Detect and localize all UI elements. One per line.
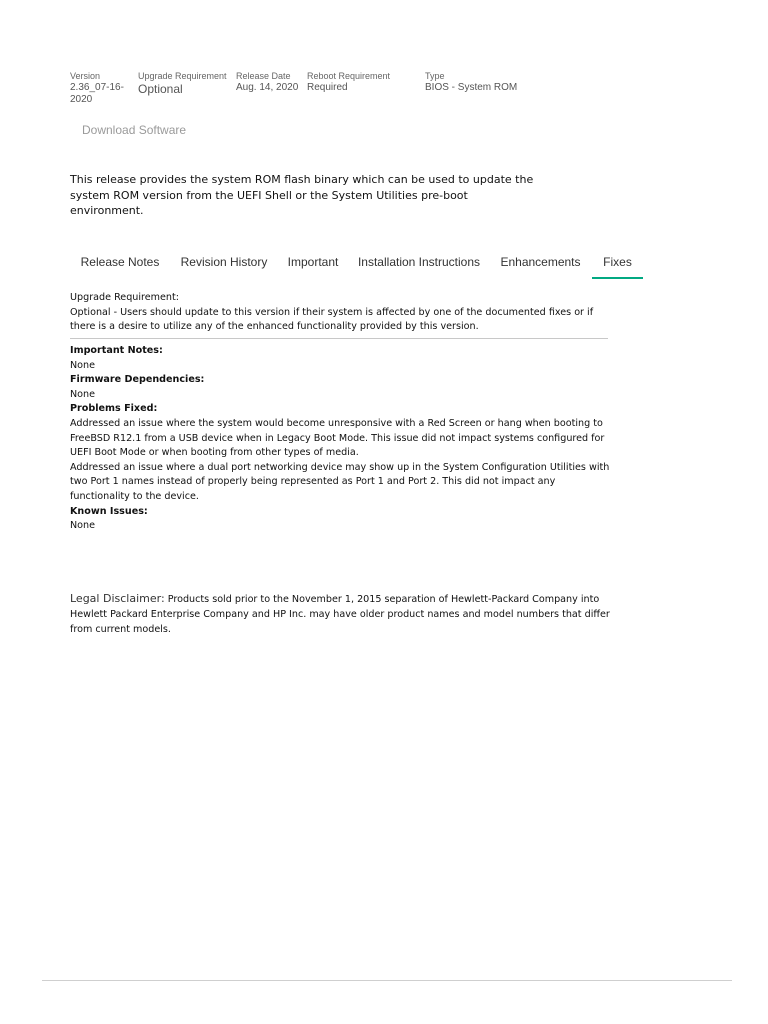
upgrade-requirement-heading: Upgrade Requirement:	[70, 292, 179, 303]
type-label: Type	[425, 71, 445, 81]
upgrade-requirement-text: Optional - Users should update to this version if their system is affected by one of the documented fixes or if there is a desire to utilize any of the enhanced functionality provided by this version.	[70, 306, 594, 333]
tab-important[interactable]: Important	[287, 255, 339, 269]
tab-release-notes[interactable]: Release Notes	[80, 255, 160, 269]
download-software-button[interactable]: Download Software	[82, 123, 187, 137]
upgrade-requirement-section	[70, 291, 615, 335]
release-description: This release provides the system ROM flash binary which can be used to update the system ROM version from the UEFI Shell or the System Utilities pre-boot environment.	[70, 173, 534, 217]
tab-installation-instructions[interactable]: Installation Instructions	[357, 255, 481, 269]
important-notes-text: None	[70, 359, 96, 371]
tab-bar	[70, 248, 643, 280]
upgrade-column	[138, 71, 227, 96]
version-value-line2: 2020	[70, 94, 93, 105]
type-value: BIOS - System ROM	[425, 82, 518, 93]
reboot-requirement-label: Reboot Requirement	[307, 71, 391, 81]
release-metadata	[70, 71, 590, 111]
version-value-line1: 2.36_07-16-	[70, 82, 124, 93]
release-date-label: Release Date	[236, 71, 291, 81]
legal-disclaimer-label: Legal Disclaimer:	[70, 592, 165, 605]
firmware-dependencies-heading: Firmware Dependencies:	[70, 374, 205, 386]
section-divider	[70, 338, 608, 339]
firmware-dependencies-text: None	[70, 388, 96, 400]
tab-revision-history[interactable]: Revision History	[180, 255, 268, 269]
important-notes-heading: Important Notes:	[70, 345, 163, 356]
reboot-column	[307, 71, 390, 94]
tab-enhancements[interactable]: Enhancements	[500, 255, 581, 269]
legal-disclaimer	[70, 591, 615, 637]
known-issues-text: None	[70, 520, 96, 532]
problem-fixed-item: Addressed an issue where the system would become unresponsive with a Red Screen or hang when booting to FreeBSD R12.1 from a USB device when in Legacy Boot Mode. This issue did not impact systems configured for UEFI Boot Mode or when booting from other types of media.	[70, 417, 605, 459]
tab-fixes[interactable]: Fixes	[592, 248, 643, 279]
problems-fixed-heading: Problems Fixed:	[70, 403, 158, 415]
version-column	[70, 71, 124, 106]
known-issues-heading: Known Issues:	[70, 505, 148, 517]
reboot-requirement-value: Required	[307, 82, 348, 93]
version-label: Version	[70, 71, 101, 81]
legal-disclaimer-text: Products sold prior to the November 1, 2015 separation of Hewlett-Packard Company into Hewlett Packard Enterprise Company and HP Inc. may have older product names and model numbers that differ from current models.	[70, 594, 610, 635]
upgrade-requirement-value: Optional	[138, 82, 183, 96]
upgrade-requirement-label: Upgrade Requirement	[138, 71, 227, 81]
release-date-value: Aug. 14, 2020	[236, 82, 299, 93]
type-column	[425, 71, 517, 94]
fixes-details	[70, 344, 615, 534]
problem-fixed-item: Addressed an issue where a dual port networking device may show up in the System Configuration Utilities with two Port 1 names instead of properly being represented as Port 1 and Port 2. This did not impact any functionality to the device.	[70, 461, 610, 502]
footer-divider	[42, 980, 732, 981]
release-date-column	[236, 71, 298, 94]
